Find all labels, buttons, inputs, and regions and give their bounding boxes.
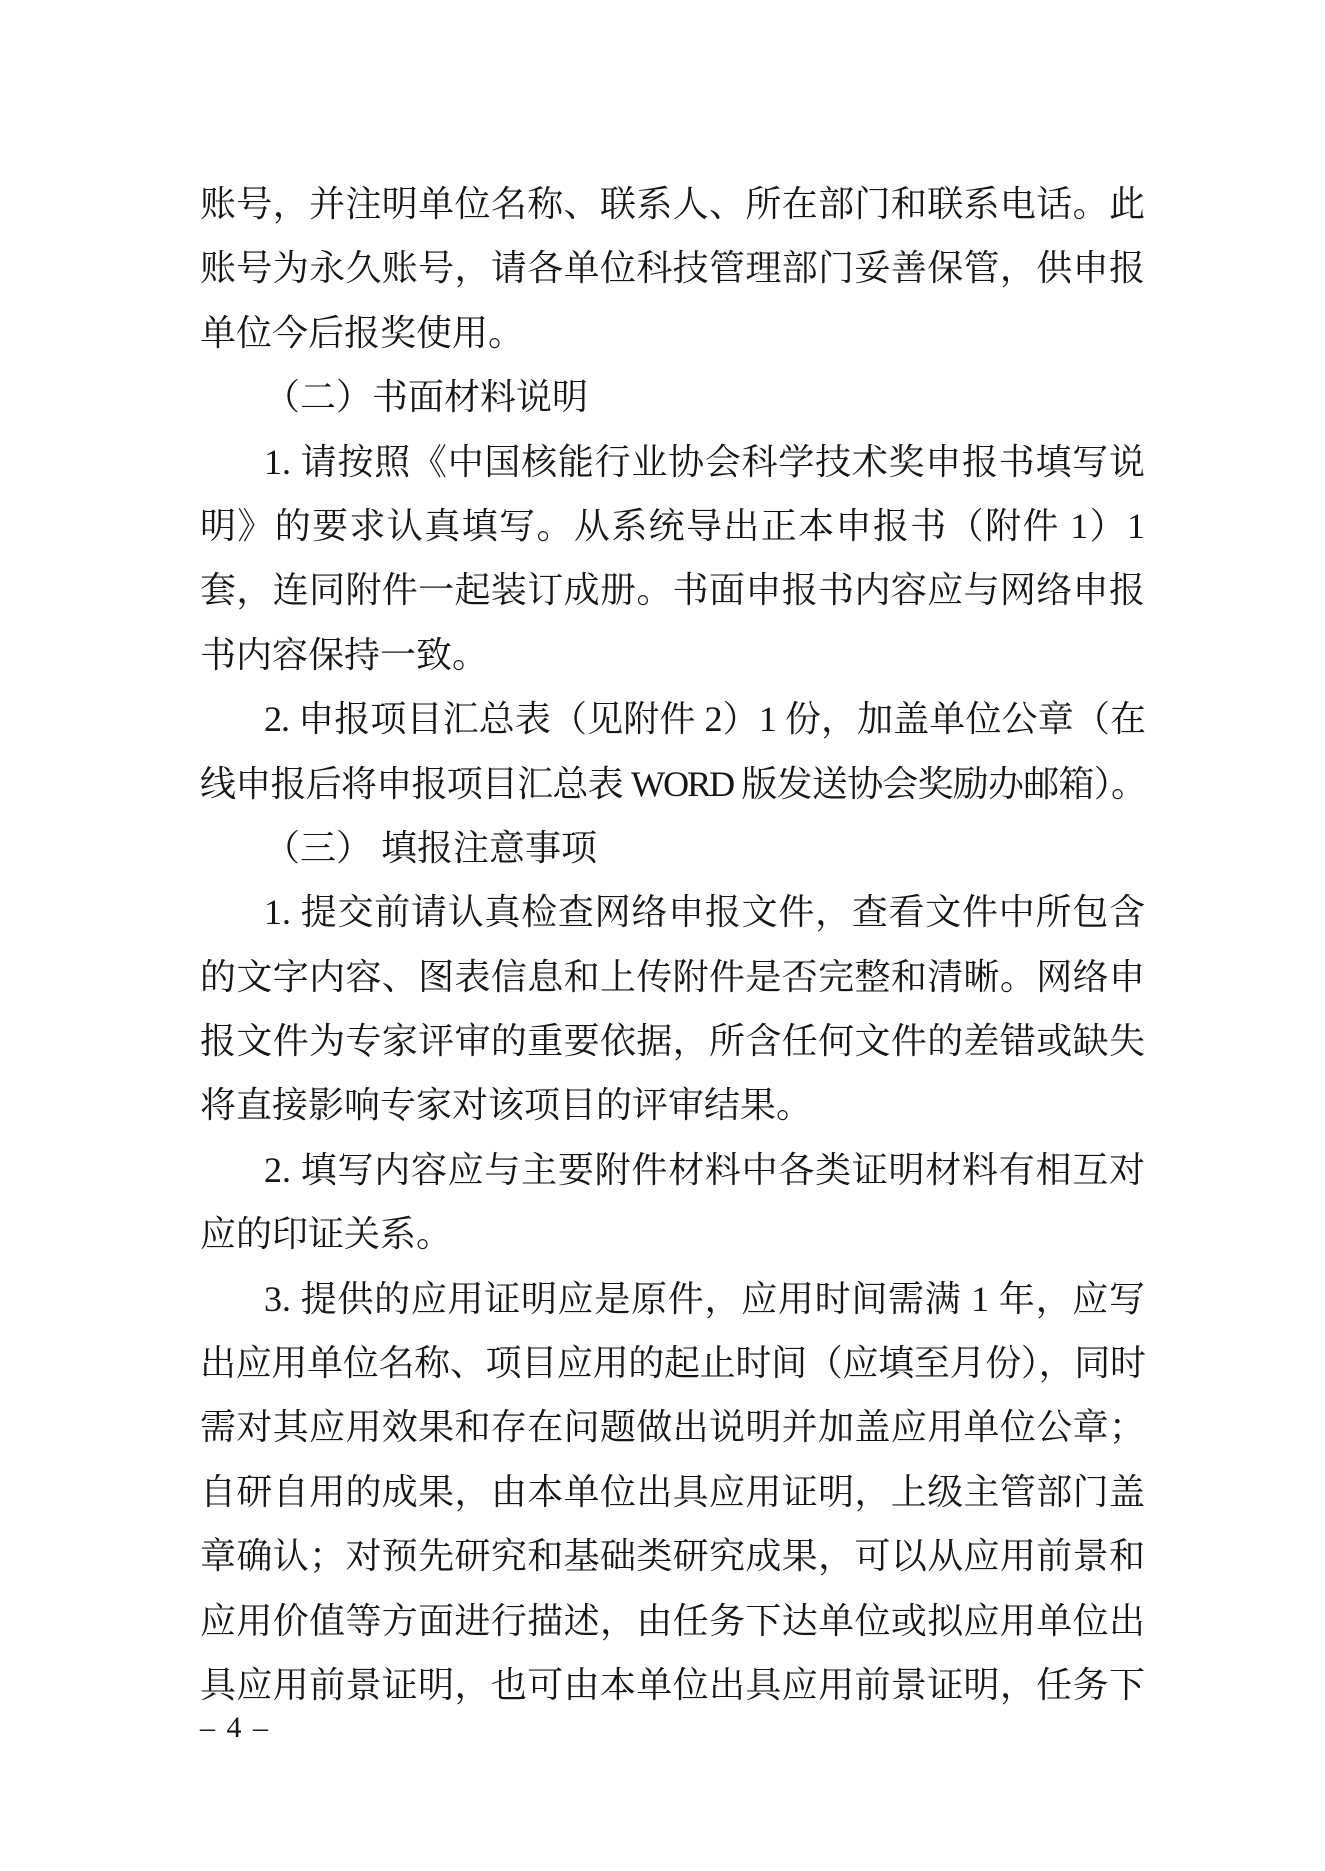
document-line: 1. 请按照《中国核能行业协会科学技术奖申报书填写说 [264,441,1145,482]
document-line: 具应用前景证明，也可由本单位出具应用前景证明，任务下 [200,1664,1145,1705]
document-line: 应用价值等方面进行描述，由任务下达单位或拟应用单位出 [200,1600,1145,1641]
document-line: 2. 填写内容应与主要附件材料中各类证明材料有相互对 [264,1149,1145,1190]
document-line: 的文字内容、图表信息和上传附件是否完整和清晰。网络申 [200,956,1145,997]
document-line: 将直接影响专家对该项目的评审结果。 [200,1085,813,1126]
document-body [200,172,1145,1717]
document-line: 书内容保持一致。 [200,634,489,675]
document-line: 单位今后报奖使用。 [200,312,525,353]
document-line: 应的印证关系。 [200,1214,453,1255]
document-line: 套，连同附件一起装订成册。书面申报书内容应与网络申报 [200,570,1145,611]
document-line: 章确认；对预先研究和基础类研究成果，可以从应用前景和 [200,1536,1145,1577]
document-line: 需对其应用效果和存在问题做出说明并加盖应用单位公章； [200,1407,1145,1448]
section-heading: （三） 填报注意事项 [264,827,598,868]
document-line: 账号为永久账号，请各单位科技管理部门妥善保管，供申报 [200,248,1145,289]
document-line: 3. 提供的应用证明应是原件，应用时间需满 1 年，应写 [264,1278,1145,1319]
document-line: 明》的要求认真填写。从系统导出正本申报书（附件 1）1 [200,505,1145,546]
page-number: – 4 – [200,1711,270,1744]
section-heading: （二）书面材料说明 [264,377,589,418]
document-line: 账号，并注明单位名称、联系人、所在部门和联系电话。此 [200,184,1145,224]
document-line: 2. 申报项目汇总表（见附件 2）1 份，加盖单位公章（在 [264,699,1145,740]
document-line: 线申报后将申报项目汇总表 WORD 版发送协会奖励办邮箱）。 [200,763,1145,804]
document-line: 1. 提交前请认真检查网络申报文件，查看文件中所包含 [264,892,1145,933]
document-line: 出应用单位名称、项目应用的起止时间（应填至月份），同时 [200,1343,1145,1384]
document-line: 自研自用的成果，由本单位出具应用证明，上级主管部门盖 [200,1471,1145,1512]
document-line: 报文件为专家评审的重要依据，所含任何文件的差错或缺失 [200,1021,1145,1062]
